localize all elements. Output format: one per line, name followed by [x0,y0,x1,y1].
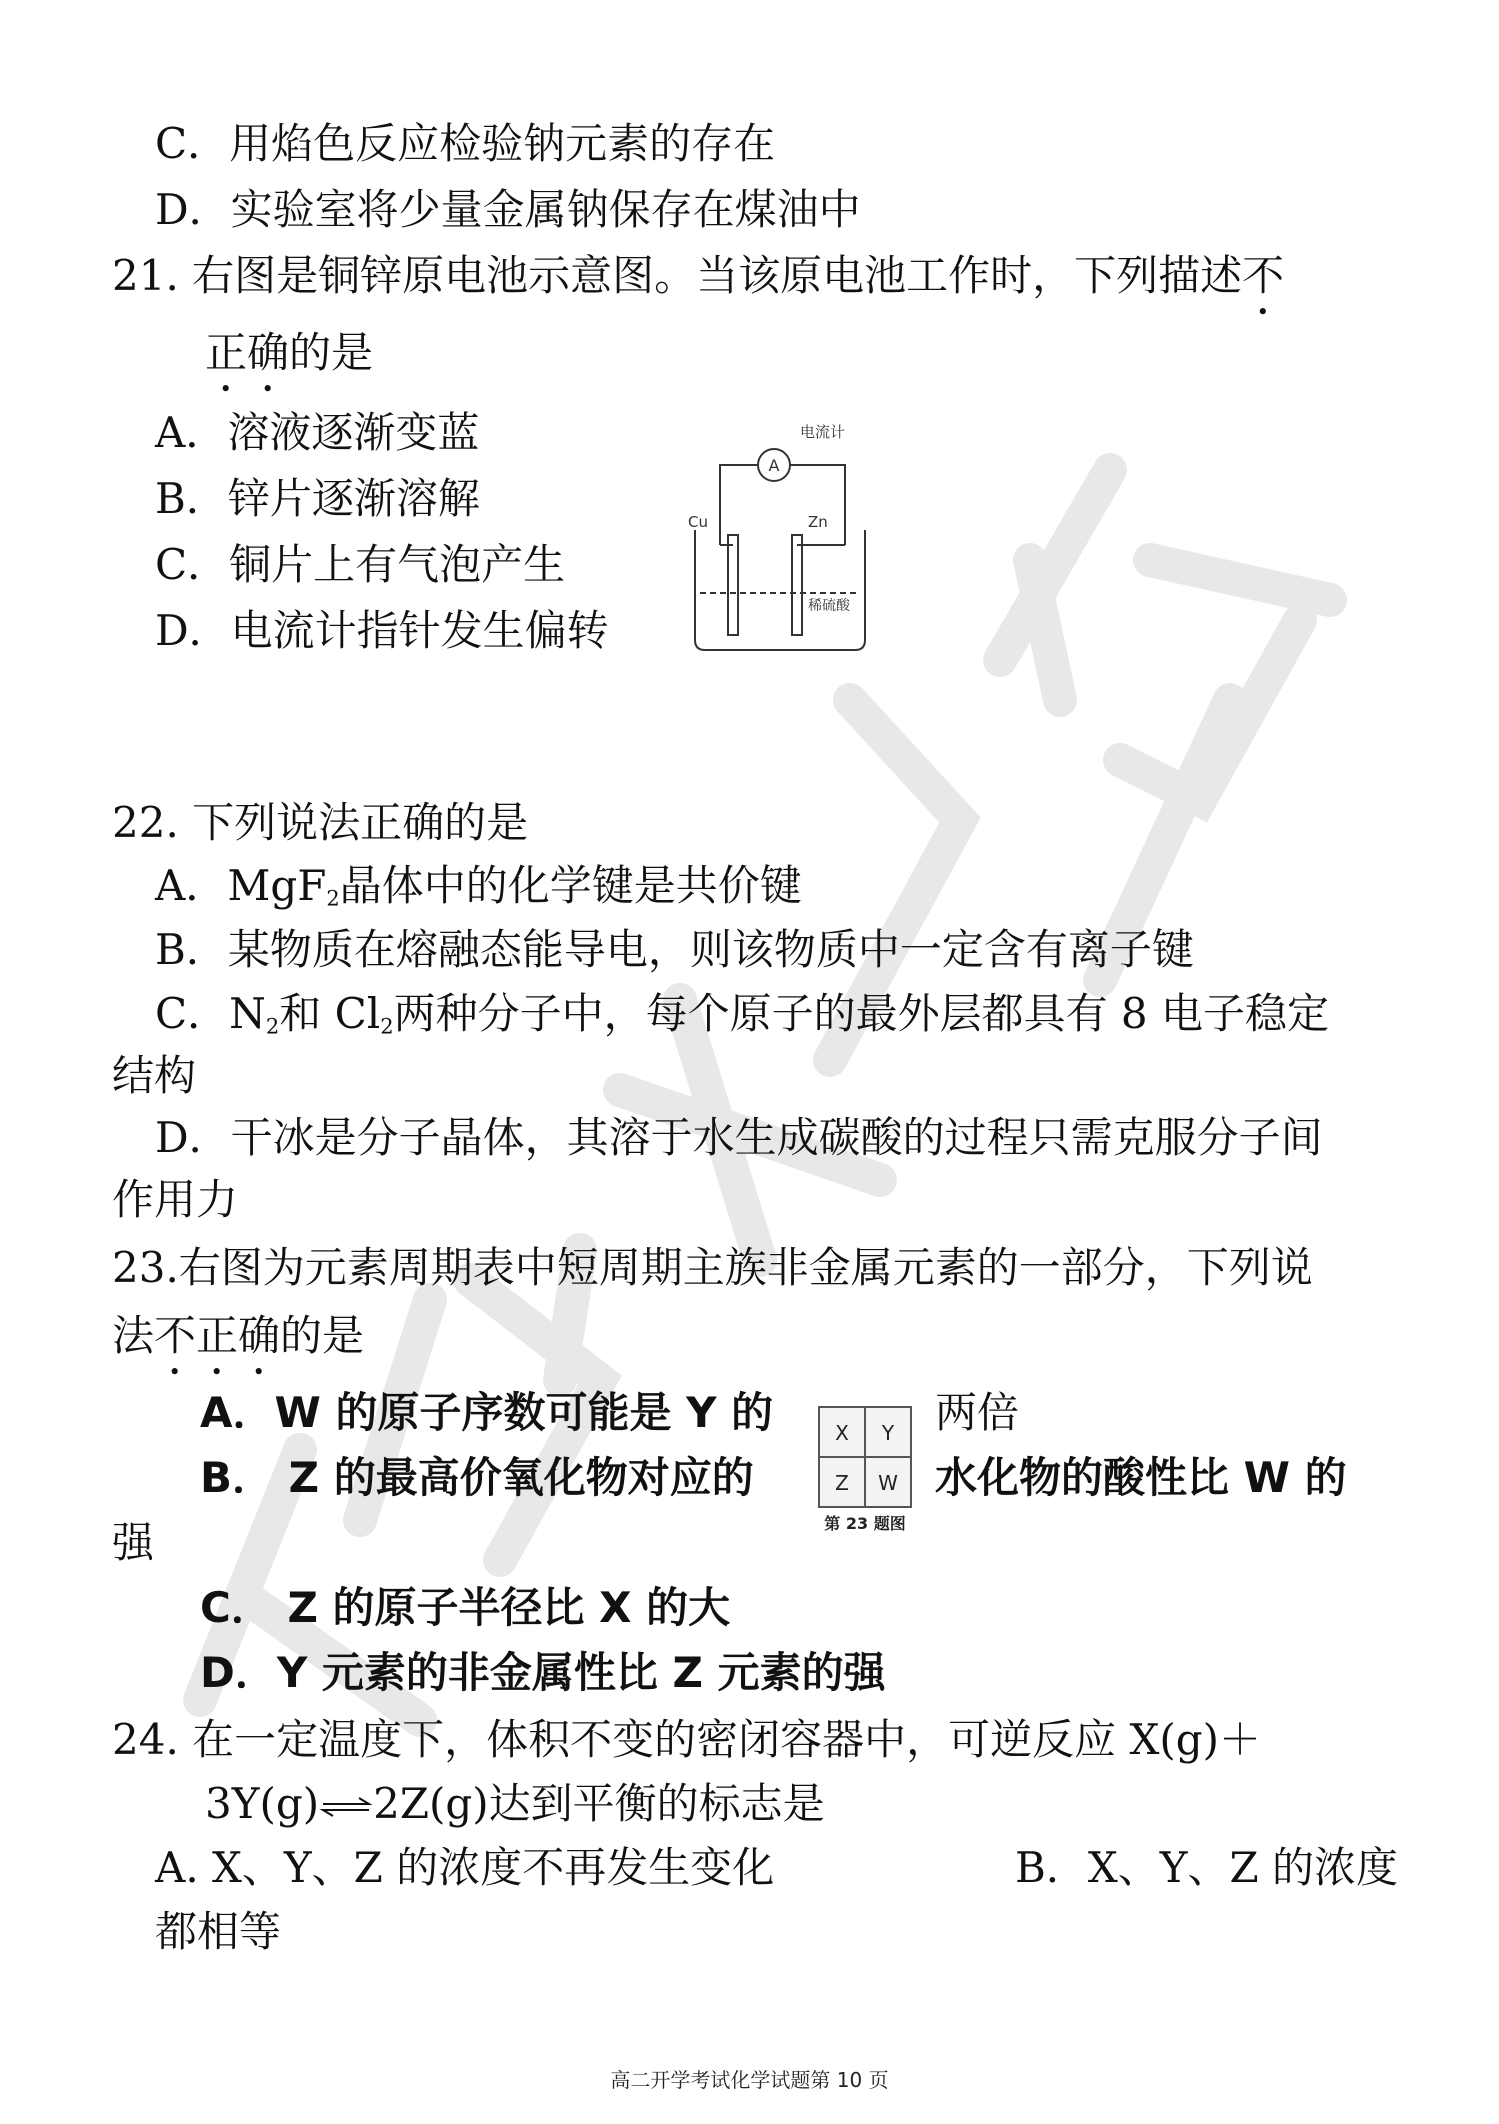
ammeter-symbol: A [768,456,780,475]
q21-stem-line1: 21. 右图是铜锌原电池示意图。当该原电池工作时，下列描述不 [112,251,1285,300]
emphasis-text: 正确 [205,328,290,377]
cu-label: Cu [688,513,708,531]
q22-option-c-cont: 结构 [112,1051,197,1100]
emphasis-text: 不正确 [154,1311,281,1360]
page-footer: 高二开学考试化学试题第 10 页 [610,2068,889,2092]
q21-option-c: C．铜片上有气泡产生 [155,540,566,589]
grid-cell-x: X [835,1421,849,1445]
grid-cell-z: Z [835,1471,849,1495]
q23-option-d: D．Y 元素的非金属性比 Z 元素的强 [200,1648,886,1697]
q22-option-c: C．$N_2$和 $Cl_2$两种分子中，每个原子的最外层都具有 8 电子稳定 [155,989,1329,1039]
q21-stem-line2: 正确的是 [205,328,374,377]
galvanic-cell-figure [680,415,880,655]
periodic-grid-figure [815,1405,920,1535]
grid-caption: 第 23 题图 [824,1514,906,1533]
q24-stem-line2: 3Y(g) 2Z(g)达到平衡的标志是 [205,1779,825,1828]
q23-option-a-right: 两倍 [935,1388,1020,1437]
q24-option-a: A. X、Y、Z 的浓度不再发生变化 [155,1843,775,1892]
grid-cell-w: W [878,1471,898,1495]
q22-option-a: A．MgF$_2$晶体中的化学键是共价键 [155,861,802,911]
q20-option-c: C．用焰色反应检验钠元素的存在 [155,119,776,168]
q20-option-d: D．实验室将少量金属钠保存在煤油中 [155,185,861,234]
q22-option-b: B．某物质在熔融态能导电，则该物质中一定含有离子键 [155,925,1194,974]
q22-stem: 22. 下列说法正确的是 [112,798,529,847]
zn-label: Zn [808,513,828,531]
q23-stem-line1: 23.右图为元素周期表中短周期主族非金属元素的一部分，下列说 [112,1243,1313,1292]
q23-option-b-right: 水化物的酸性比 W 的 [935,1453,1347,1502]
q23-option-c: C． Z 的原子半径比 X 的大 [200,1583,731,1632]
grid-cell-y: Y [881,1421,895,1445]
q23-option-b-cont: 强 [112,1518,155,1567]
q23-stem-line2: 法不正确的是 [112,1311,365,1360]
q24-stem-line1: 24. 在一定温度下，体积不变的密闭容器中，可逆反应 X(g)＋ [112,1715,1262,1764]
solution-label: 稀硫酸 [808,598,850,614]
q22-option-d-cont: 作用力 [112,1175,239,1224]
emphasis-text: 不 [1242,251,1285,300]
ammeter-label: 电流计 [800,423,846,441]
q22-option-d: D．干冰是分子晶体，其溶于水生成碳酸的过程只需克服分子间 [155,1113,1323,1162]
q23-option-a-left: A．W 的原子序数可能是 Y 的 [200,1388,774,1437]
q24-option-b-cont: 都相等 [155,1907,282,1956]
q21-option-d: D．电流计指针发生偏转 [155,606,609,655]
q21-option-b: B．锌片逐渐溶解 [155,474,480,523]
q21-option-a: A．溶液逐渐变蓝 [155,408,480,457]
q23-option-b-left: B． Z 的最高价氧化物对应的 [200,1453,754,1502]
equilibrium-arrow-icon [319,1795,373,1819]
q24-option-b: B．X、Y、Z 的浓度 [1015,1843,1399,1892]
